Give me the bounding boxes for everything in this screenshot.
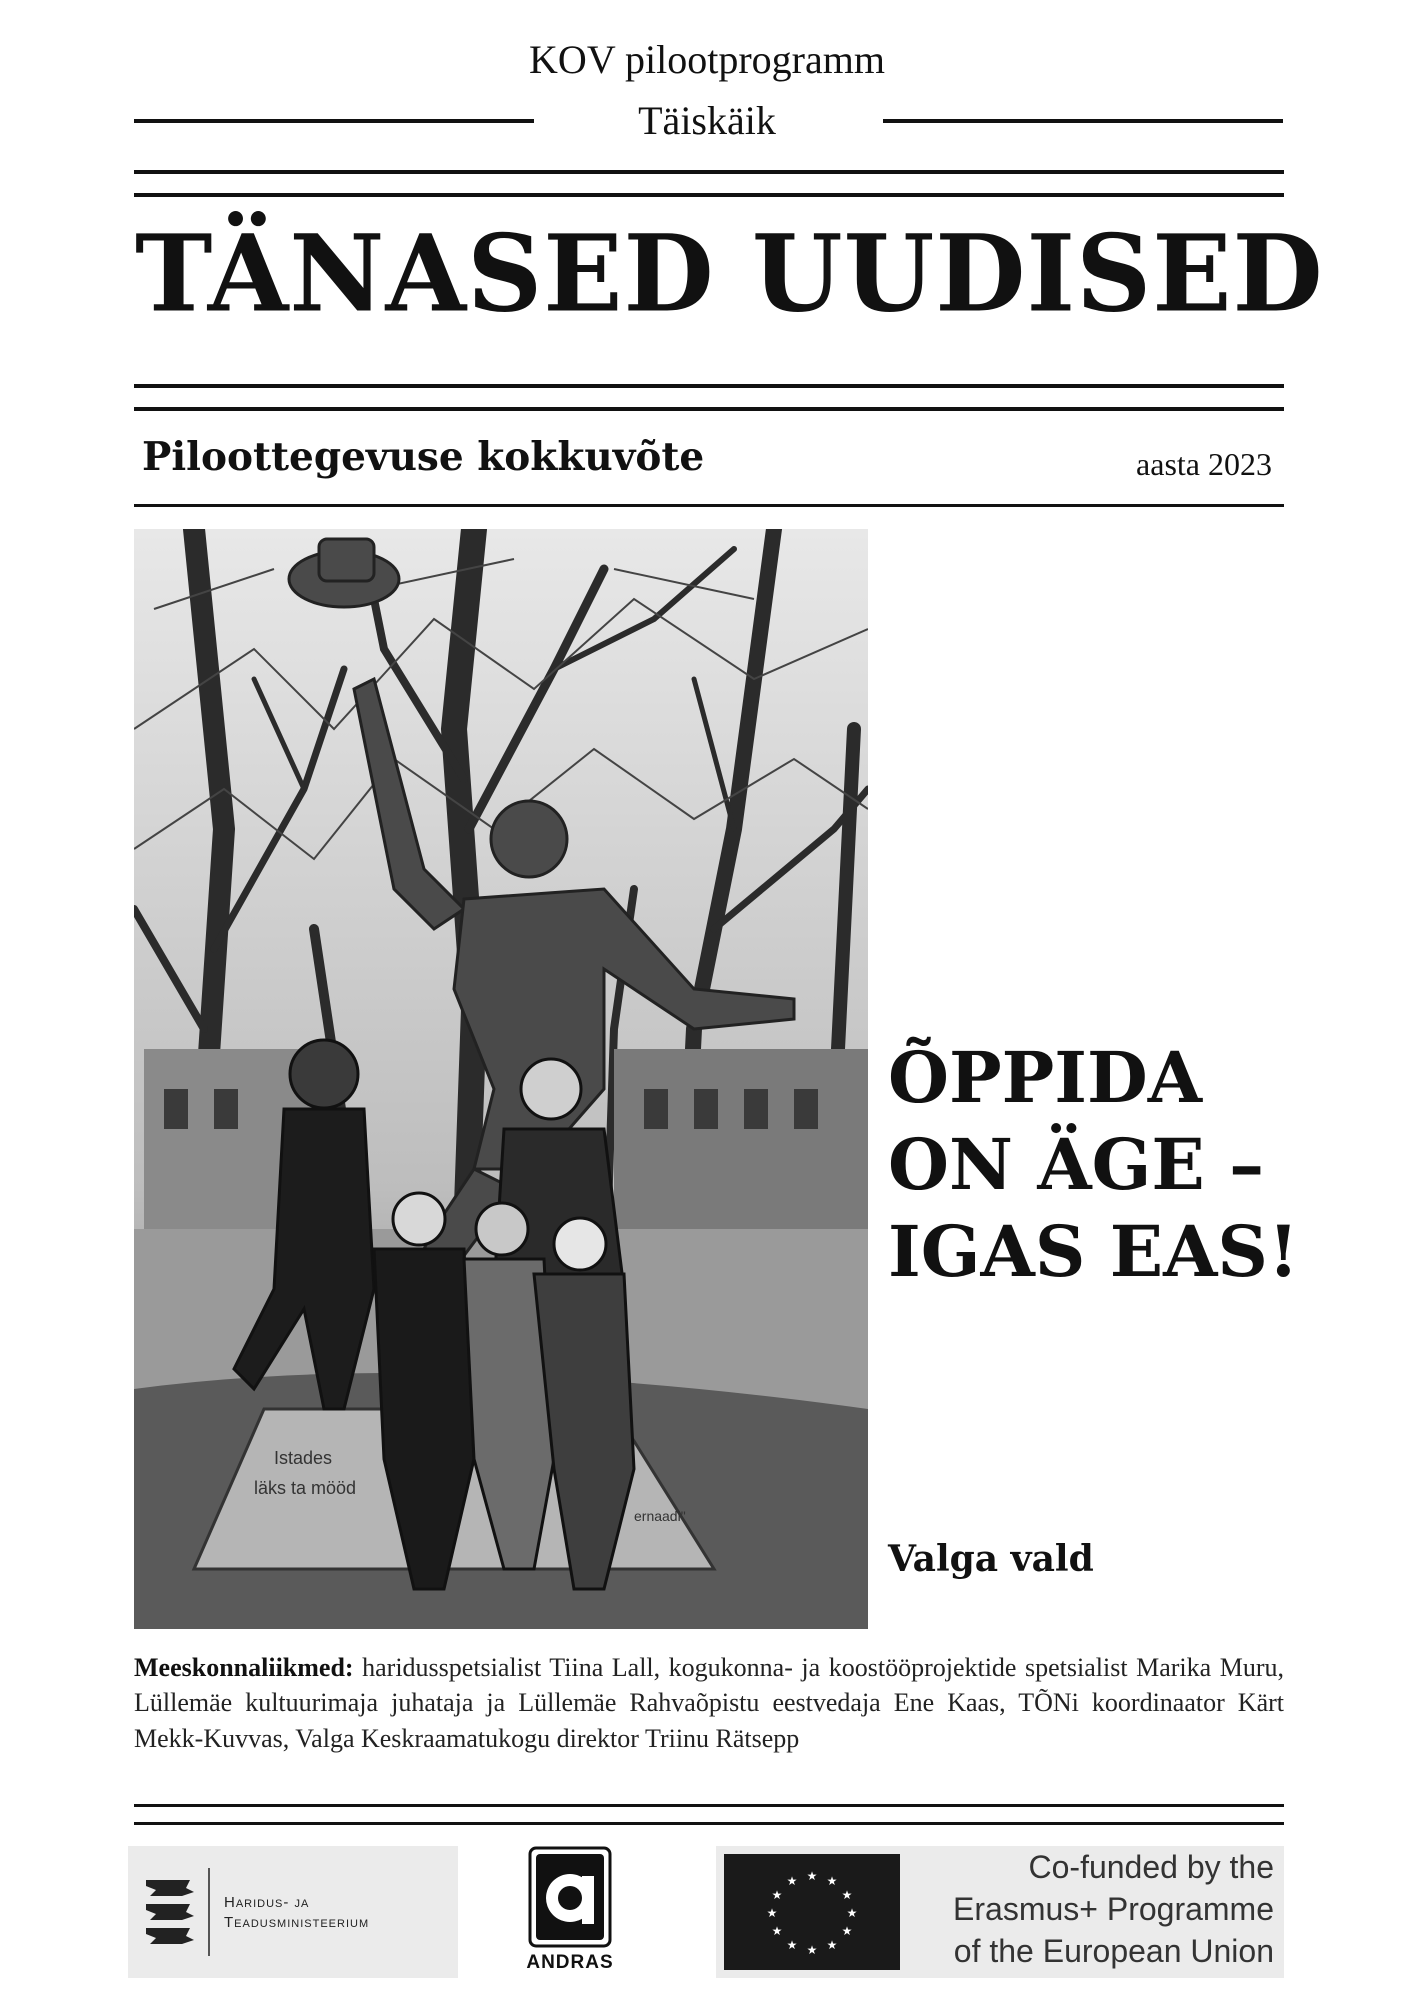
photo-illustration	[134, 529, 868, 1629]
headline-line-1: ÕPPIDA	[888, 1036, 1203, 1119]
team-text: haridusspetsialist Tiina Lall, kogukonna- ja koostööprojektide spetsialist Marika Muru, Lüllemäe kultuurimaja juhataja ja Lüllemäe Rahvaõpistu eestvedaja Ene Kaas, TÕNi koordinaator Kärt Mekk-Kuvvas, Valga Keskraamatukogu direktor Triinu Rätsepp	[134, 1653, 1284, 1753]
svg-text:★: ★	[771, 1924, 783, 1938]
inscription-1: Istades	[274, 1448, 333, 1468]
inscription-3: ernaadi"	[634, 1508, 686, 1524]
eu-line-1: Co-funded by the	[1028, 1849, 1274, 1885]
masthead-rule-bottom-2	[134, 407, 1284, 411]
svg-text:★: ★	[786, 1874, 798, 1888]
svg-text:★: ★	[771, 1888, 783, 1902]
masthead: TÄNASED UUDISED	[135, 210, 1324, 337]
program-title: KOV pilootprogramm	[529, 37, 885, 82]
masthead-rule-bottom-1	[134, 384, 1284, 388]
eu-line-2: Erasmus+ Programme	[953, 1891, 1274, 1927]
footer-rule-1	[134, 1804, 1284, 1807]
year-label: aasta 2023	[1136, 446, 1272, 482]
eu-text	[908, 1846, 1274, 1972]
svg-text:★: ★	[841, 1888, 853, 1902]
andras-label: ANDRAS	[526, 1952, 614, 1973]
svg-text:★: ★	[766, 1906, 778, 1920]
masthead-rule-top-1	[134, 170, 1284, 174]
program-subtitle: Täiskäik	[638, 98, 776, 143]
headline-line-3: IGAS EAS!	[888, 1209, 1299, 1293]
team-members-paragraph	[134, 1650, 1284, 1756]
svg-text:★: ★	[846, 1906, 858, 1920]
team-label: Meeskonnaliikmed:	[134, 1653, 354, 1682]
svg-text:★: ★	[806, 1869, 818, 1883]
masthead-rule-top-2	[134, 193, 1284, 197]
coat-of-arms-icon	[142, 1874, 198, 1952]
group-photo	[134, 529, 868, 1629]
header-rule-right	[883, 119, 1283, 123]
svg-text:★: ★	[826, 1938, 838, 1952]
footer-rule-2	[134, 1822, 1284, 1825]
andras-icon	[528, 1846, 612, 1950]
headline-line-2: ON ÄGE –	[888, 1122, 1265, 1206]
svg-text:★: ★	[826, 1874, 838, 1888]
ministry-name-2: Teadusministeerium	[224, 1914, 370, 1931]
section-subtitle: Piloottegevuse kokkuvõte	[142, 434, 705, 480]
svg-text:★: ★	[841, 1924, 853, 1938]
andras-logo	[528, 1846, 612, 1980]
subtitle-rule	[134, 504, 1284, 507]
eu-line-3: of the European Union	[953, 1933, 1274, 1969]
ministry-divider	[208, 1868, 210, 1956]
ministry-name-1: Haridus- ja	[224, 1894, 310, 1911]
eu-flag-icon	[724, 1854, 900, 1970]
svg-text:★: ★	[806, 1943, 818, 1957]
inscription-2: läks ta mööd	[254, 1478, 357, 1498]
feature-headline	[888, 1035, 1299, 1295]
ministry-logo	[128, 1846, 458, 1978]
svg-text:★: ★	[786, 1938, 798, 1952]
location-label: Valga vald	[888, 1538, 1094, 1580]
erasmus-logo	[716, 1846, 1284, 1978]
